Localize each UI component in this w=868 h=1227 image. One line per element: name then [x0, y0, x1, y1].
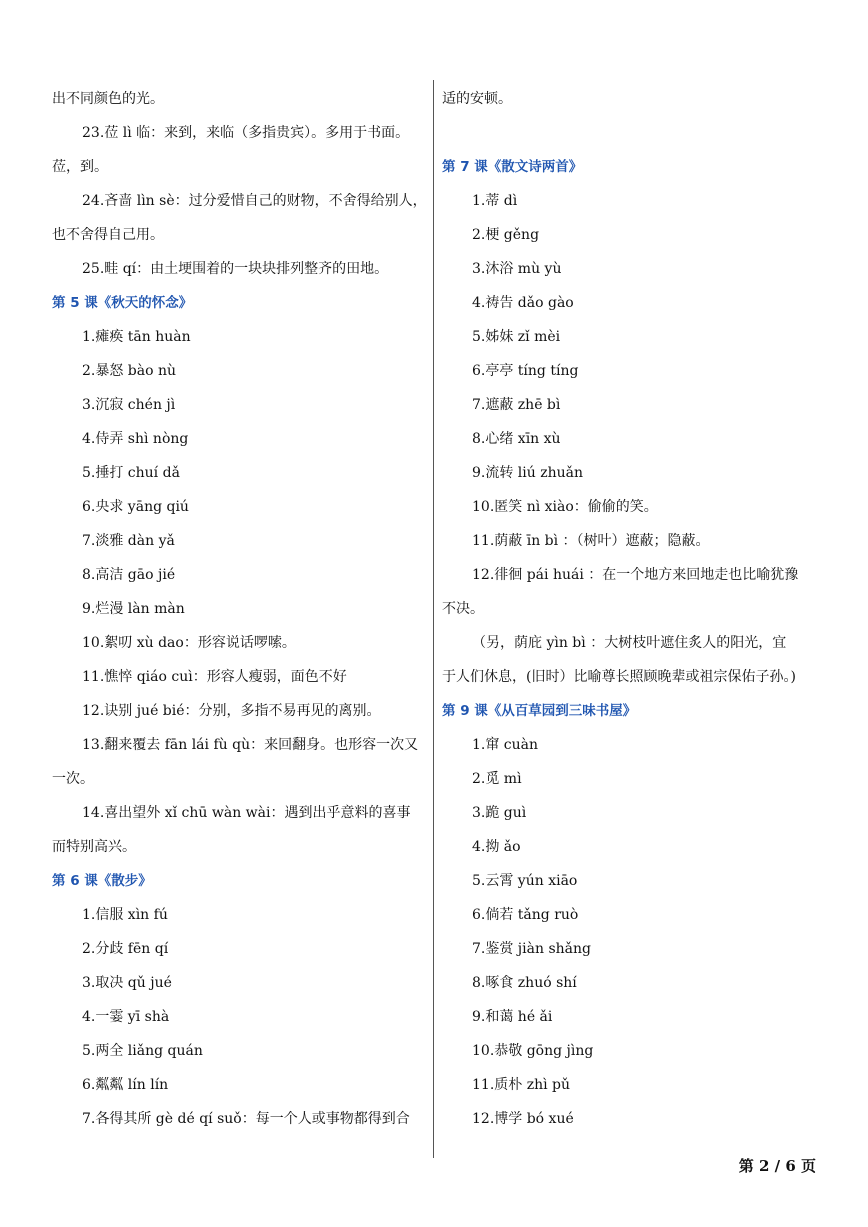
text-line: 3.沐浴 mù yù — [472, 261, 562, 277]
text-line: 12.徘徊 pái huái ：在一个地方来回地走也比喻犹豫 — [472, 567, 799, 583]
lesson-heading: 第 5 课《秋天的怀念》 — [52, 295, 193, 311]
text-line: 不决。 — [442, 601, 484, 617]
text-line: 6.粼粼 lín lín — [82, 1077, 169, 1093]
text-line: 1.瘫痪 tān huàn — [82, 329, 191, 345]
text-line: 10.恭敬 gōng jìng — [472, 1043, 594, 1059]
text-line: 6.央求 yāng qiú — [82, 499, 189, 515]
text-line: 3.沉寂 chén jì — [82, 397, 176, 413]
text-line: 24.吝啬 lìn sè：过分爱惜自己的财物，不舍得给别人， — [82, 193, 427, 209]
text-line: 2.梗 gěng — [472, 227, 540, 243]
text-line: 8.心绪 xīn xù — [472, 431, 561, 447]
page-number: 第 2 / 6 页 — [738, 1157, 816, 1175]
text-line: 出不同颜色的光。 — [52, 91, 164, 107]
text-line: 1.信服 xìn fú — [82, 907, 168, 923]
text-line: 7.淡雅 dàn yǎ — [82, 533, 175, 549]
text-line: 5.捶打 chuí dǎ — [82, 465, 180, 481]
lesson-heading: 第 6 课《散步》 — [52, 873, 152, 889]
text-line: 8.高洁 gāo jié — [82, 567, 176, 583]
text-line: 12.诀别 jué bié：分别，多指不易再见的离别。 — [82, 703, 381, 719]
text-line: 4.侍弄 shì nòng — [82, 431, 189, 447]
text-line: 7.遮蔽 zhē bì — [472, 397, 561, 413]
text-line: 5.云霄 yún xiāo — [472, 873, 578, 889]
text-line: 一次。 — [52, 771, 94, 787]
lesson-heading: 第 7 课《散文诗两首》 — [442, 159, 583, 175]
text-line: 8.啄食 zhuó shí — [472, 975, 577, 991]
text-line: 3.跪 guì — [472, 805, 527, 821]
text-line: 2.觅 mì — [472, 771, 522, 787]
text-line — [442, 116, 822, 150]
text-line: 9.烂漫 làn màn — [82, 601, 185, 617]
text-line: 2.分歧 fēn qí — [82, 941, 169, 957]
text-line: 11.憔悴 qiáo cuì：形容人瘦弱，面色不好 — [82, 669, 347, 685]
text-line: 4.拗 ǎo — [472, 839, 521, 855]
text-line: 14.喜出望外 xǐ chū wàn wài：遇到出乎意料的喜事 — [82, 805, 411, 821]
text-line: 11.质朴 zhì pǔ — [472, 1077, 571, 1093]
text-line: 3.取决 qǔ jué — [82, 975, 172, 991]
text-line: 而特别高兴。 — [52, 839, 136, 855]
column-divider — [433, 80, 434, 1158]
text-line: 1.蒂 dì — [472, 193, 518, 209]
right-column — [442, 82, 822, 1136]
text-line: 10.匿笑 nì xiào：偷偷的笑。 — [472, 499, 658, 515]
text-line: 9.和蔼 hé ǎi — [472, 1009, 553, 1025]
text-line: 于人们休息，(旧时）比喻尊长照顾晚辈或祖宗保佑子孙。) — [442, 669, 796, 685]
text-line: 7.鉴赏 jiàn shǎng — [472, 941, 591, 957]
text-line: 也不舍得自己用。 — [52, 227, 164, 243]
text-line: 6.倘若 tǎng ruò — [472, 907, 579, 923]
text-line: 1.窜 cuàn — [472, 737, 539, 753]
lesson-heading: 第 9 课《从百草园到三味书屋》 — [442, 703, 637, 719]
text-line: 4.祷告 dǎo gào — [472, 295, 574, 311]
text-line: 25.畦 qí：由土埂围着的一块块排列整齐的田地。 — [82, 261, 389, 277]
text-line: 2.暴怒 bào nù — [82, 363, 177, 379]
text-line: 莅，到。 — [52, 159, 108, 175]
text-line: 12.博学 bó xué — [472, 1111, 574, 1127]
text-line: 10.絮叨 xù dao：形容说话啰嗦。 — [82, 635, 296, 651]
text-line: 5.两全 liǎng quán — [82, 1043, 203, 1059]
text-line: 5.姊妹 zǐ mèi — [472, 329, 561, 345]
text-line: 13.翻来覆去 fān lái fù qù：来回翻身。也形容一次又 — [82, 737, 419, 753]
text-line: 适的安顿。 — [442, 91, 512, 107]
text-line: （另，荫庇 yìn bì ：大树枝叶遮住炙人的阳光，宜 — [472, 635, 787, 651]
text-line: 23.莅 lì 临：来到，来临（多指贵宾）。多用于书面。 — [82, 125, 410, 141]
text-line: 6.亭亭 tíng tíng — [472, 363, 579, 379]
text-line: 11.荫蔽 īn bì ：（树叶）遮蔽；隐蔽。 — [472, 533, 710, 549]
left-column — [52, 82, 430, 1136]
text-line: 9.流转 liú zhuǎn — [472, 465, 584, 481]
text-line: 7.各得其所 gè dé qí suǒ：每一个人或事物都得到合 — [82, 1111, 410, 1127]
text-line: 4.一霎 yī shà — [82, 1009, 170, 1025]
